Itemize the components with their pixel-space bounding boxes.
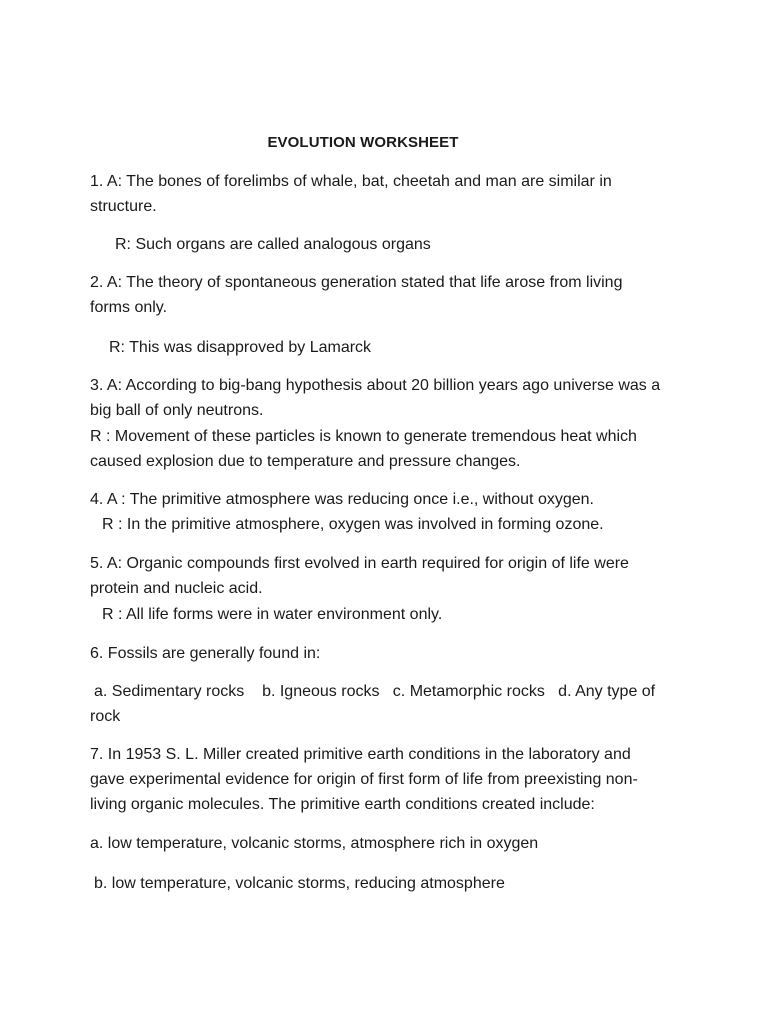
- q2-assertion-line-2: forms only.: [90, 299, 168, 316]
- q7-question-line-3: living organic molecules. The primitive earth conditions created include:: [90, 796, 595, 813]
- q7-question-line-1: 7. In 1953 S. L. Miller created primitive earth conditions in the laboratory and: [90, 746, 631, 763]
- q7-option-a: a. low temperature, volcanic storms, atmosphere rich in oxygen: [90, 835, 539, 852]
- q7-question-line-2: gave experimental evidence for origin of first form of life from preexisting non-: [90, 771, 638, 788]
- q1-assertion-line-1: 1. A: The bones of forelimbs of whale, bat, cheetah and man are similar in: [90, 173, 612, 190]
- q3-reason-line-2: caused explosion due to temperature and pressure changes.: [90, 453, 521, 470]
- worksheet-title: EVOLUTION WORKSHEET: [267, 134, 459, 151]
- q3-reason-line-1: R : Movement of these particles is known to generate tremendous heat which: [90, 428, 637, 445]
- q1-assertion-line-2: structure.: [90, 198, 157, 215]
- q5-assertion-line-2: protein and nucleic acid.: [90, 580, 263, 597]
- q2-assertion-line-1: 2. A: The theory of spontaneous generation stated that life arose from living: [90, 274, 623, 291]
- q6-options-line-1: a. Sedimentary rocks b. Igneous rocks c. Metamorphic rocks d. Any type of: [94, 683, 656, 700]
- q3-assertion-line-1: 3. A: According to big-bang hypothesis about 20 billion years ago universe was a: [90, 377, 661, 394]
- q7-option-b: b. low temperature, volcanic storms, reducing atmosphere: [94, 875, 505, 892]
- q6-options-line-2: rock: [90, 708, 121, 725]
- q2-reason: R: This was disapproved by Lamarck: [109, 339, 372, 356]
- q6-question: 6. Fossils are generally found in:: [90, 645, 321, 662]
- q3-assertion-line-2: big ball of only neutrons.: [90, 402, 264, 419]
- q4-assertion: 4. A : The primitive atmosphere was reducing once i.e., without oxygen.: [90, 491, 594, 508]
- q5-assertion-line-1: 5. A: Organic compounds first evolved in earth required for origin of life were: [90, 555, 629, 572]
- q5-reason: R : All life forms were in water environment only.: [102, 606, 443, 623]
- q4-reason: R : In the primitive atmosphere, oxygen was involved in forming ozone.: [102, 516, 604, 533]
- q1-reason: R: Such organs are called analogous organs: [115, 236, 431, 253]
